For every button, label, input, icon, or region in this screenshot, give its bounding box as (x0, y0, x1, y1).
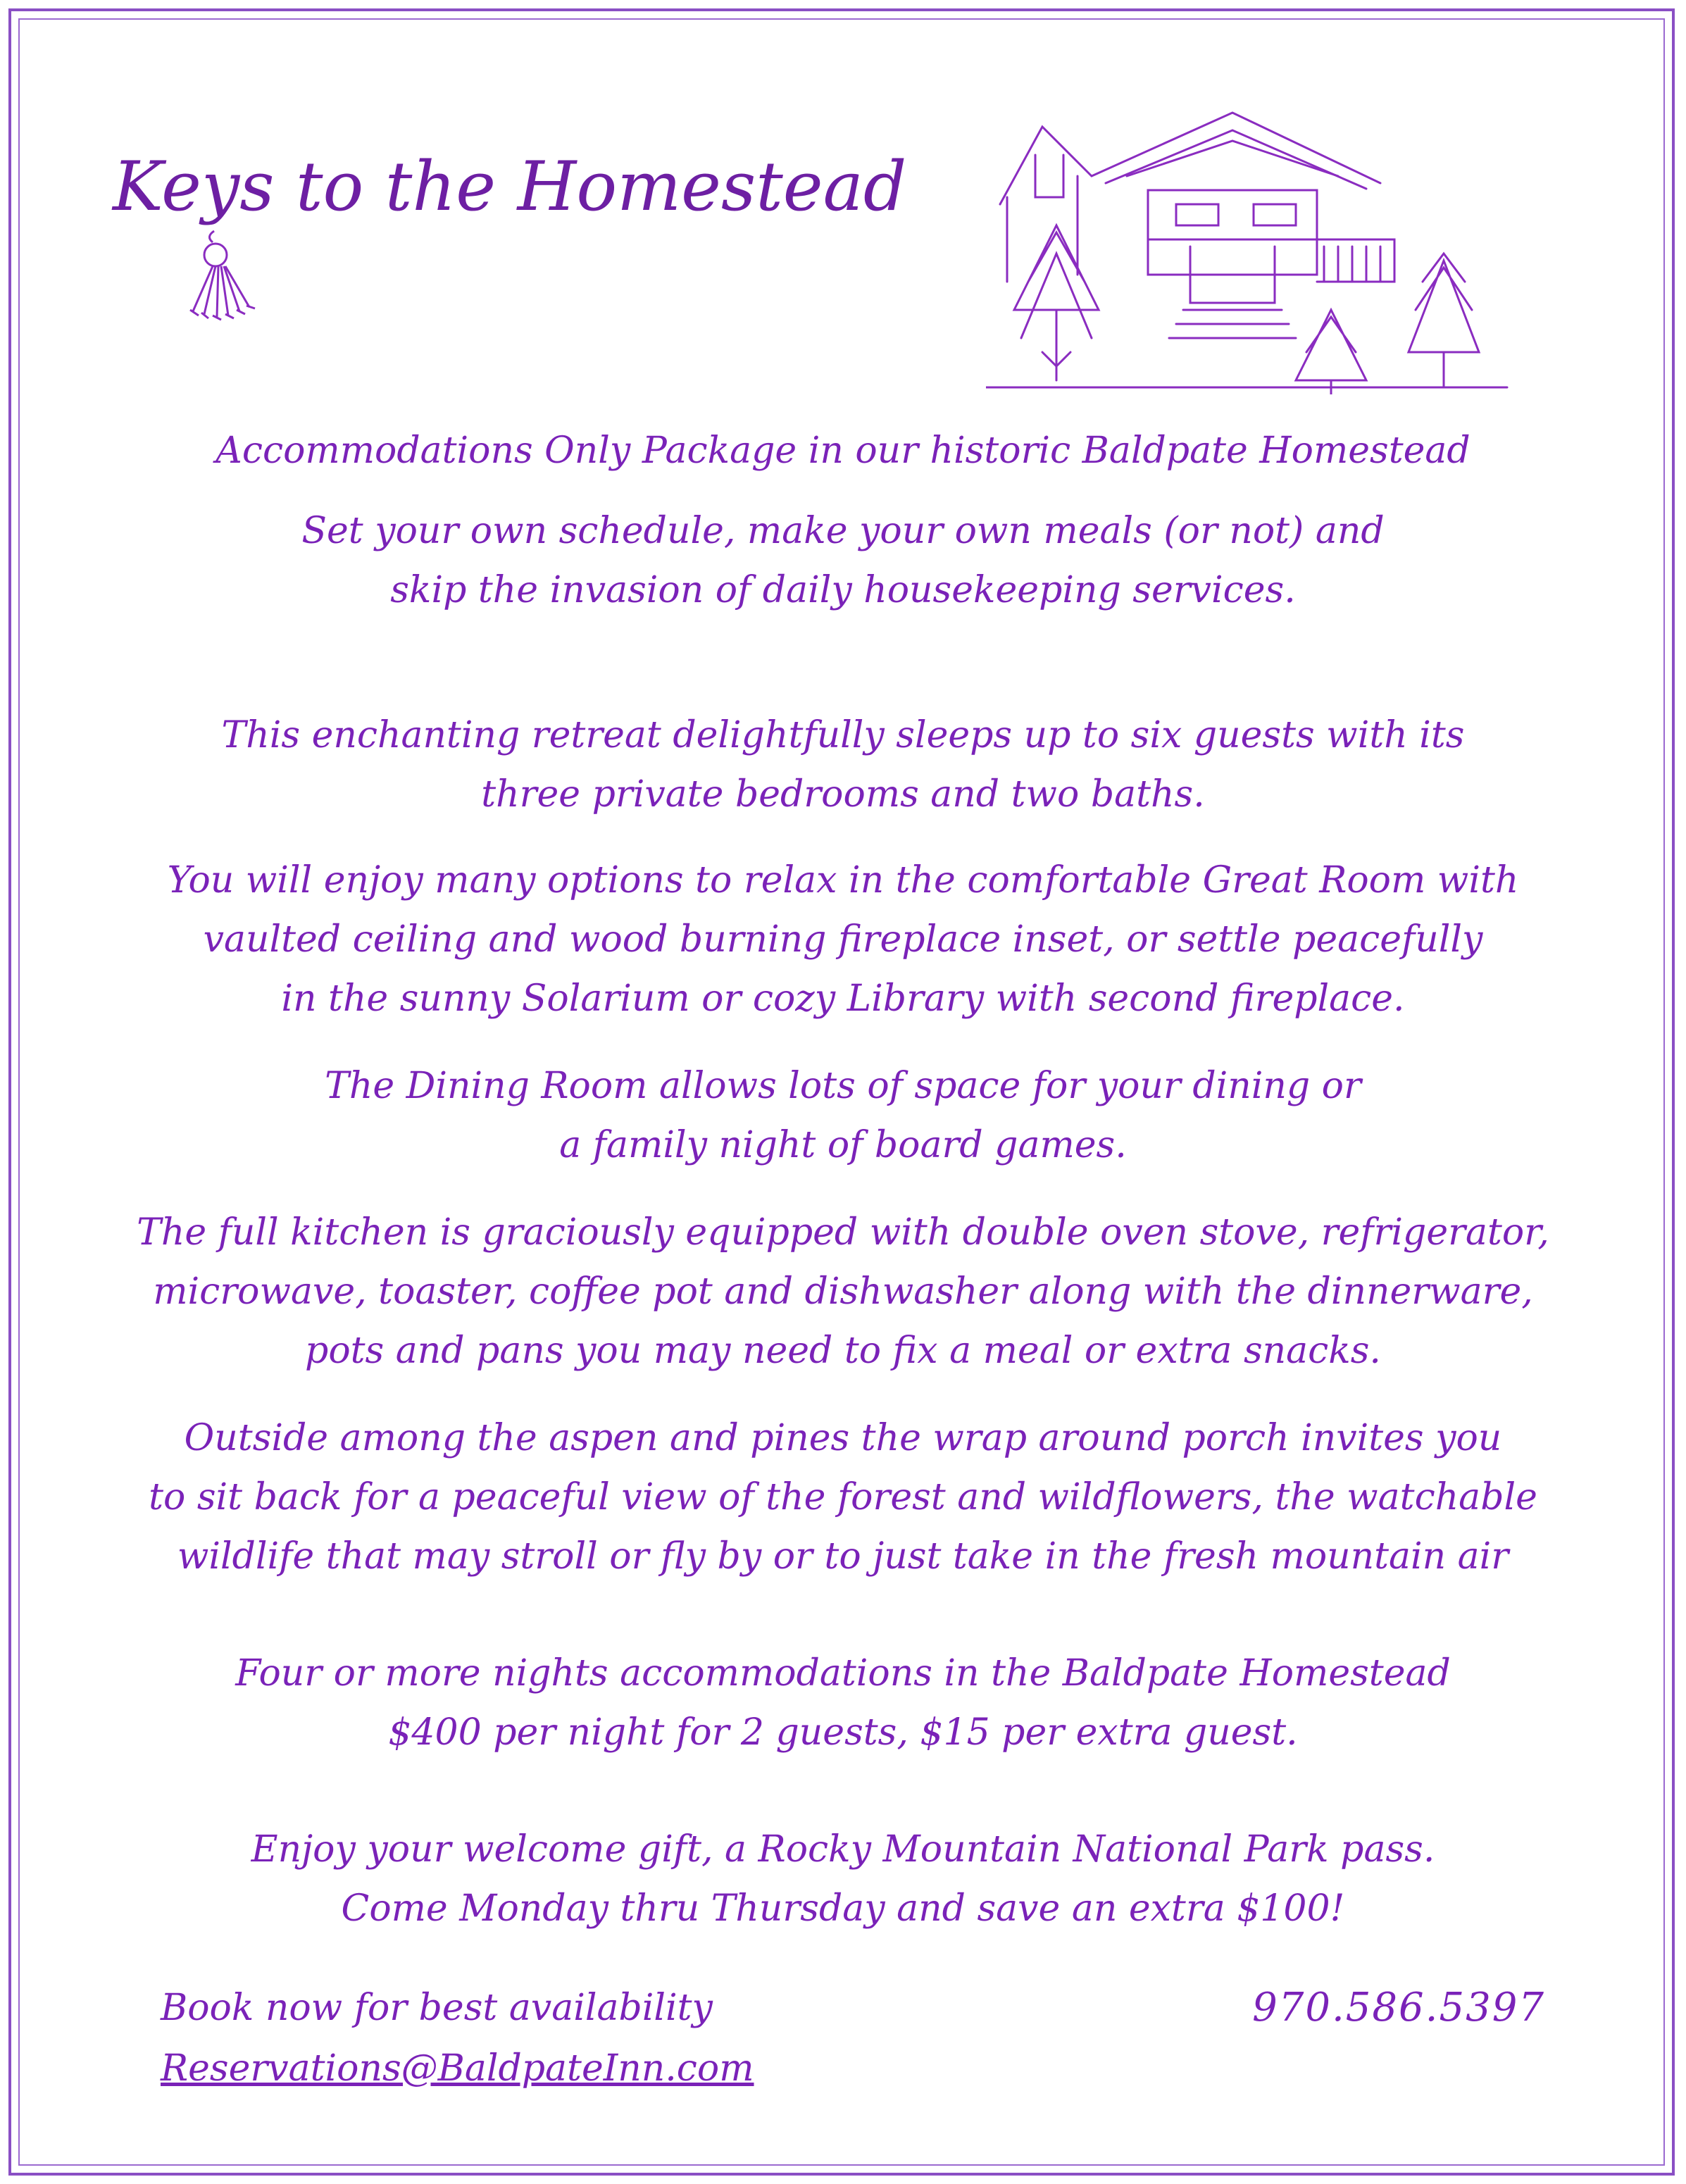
footer-left (161, 1978, 754, 2099)
gift-line-2: Come Monday thru Thursday and save an extra $100! (341, 1887, 1345, 1930)
homestead-sketch (986, 99, 1521, 394)
dining-line-2: a family night of board games. (559, 1124, 1127, 1166)
schedule-line-2: skip the invasion of daily housekeeping services. (390, 569, 1296, 611)
great-room-line-3: in the sunny Solarium or cozy Library with second fireplace. (281, 978, 1405, 1020)
kitchen-line-1: The full kitchen is graciously equipped with double oven stove, refrigerator, (137, 1211, 1549, 1254)
phone-number: 970.586.5397 (1252, 1985, 1545, 2030)
reservations-email-link[interactable]: Reservations@BaldpateInn.com (161, 2047, 754, 2090)
book-now-text: Book now for best availability (161, 1987, 713, 2029)
outside-line-3: wildlife that may stroll or fly by or to just take in the fresh mountain air (177, 1535, 1509, 1578)
schedule-line-1: Set your own schedule, make your own meals (or not) and (301, 510, 1385, 552)
kitchen-line-2: microwave, toaster, coffee pot and dishwasher along with the dinnerware, (153, 1271, 1533, 1313)
page-title: Keys to the Homestead (113, 147, 907, 226)
keys-icon (185, 227, 262, 332)
pricing-line-2: $400 per night for 2 guests, $15 per extra guest. (388, 1711, 1298, 1754)
dining-line-1: The Dining Room allows lots of space for your dining or (325, 1065, 1361, 1107)
kitchen-line-3: pots and pans you may need to fix a meal or extra snacks. (305, 1330, 1381, 1372)
pricing-line-1: Four or more nights accommodations in the Baldpate Homestead (235, 1652, 1451, 1695)
package-line: Accommodations Only Package in our historic Baldpate Homestead (216, 430, 1470, 472)
outside-line-2: to sit back for a peaceful view of the forest and wildflowers, the watchable (149, 1476, 1537, 1518)
great-room-line-1: You will enjoy many options to relax in the comfortable Great Room with (167, 859, 1519, 901)
sleeps-line-2: three private bedrooms and two baths. (481, 773, 1205, 816)
great-room-line-2: vaulted ceiling and wood burning fireplace inset, or settle peacefully (203, 918, 1483, 961)
sleeps-line-1: This enchanting retreat delightfully sleeps up to six guests with its (221, 714, 1465, 756)
outside-line-1: Outside among the aspen and pines the wrap around porch invites you (184, 1417, 1502, 1459)
gift-line-1: Enjoy your welcome gift, a Rocky Mountain National Park pass. (251, 1828, 1435, 1871)
